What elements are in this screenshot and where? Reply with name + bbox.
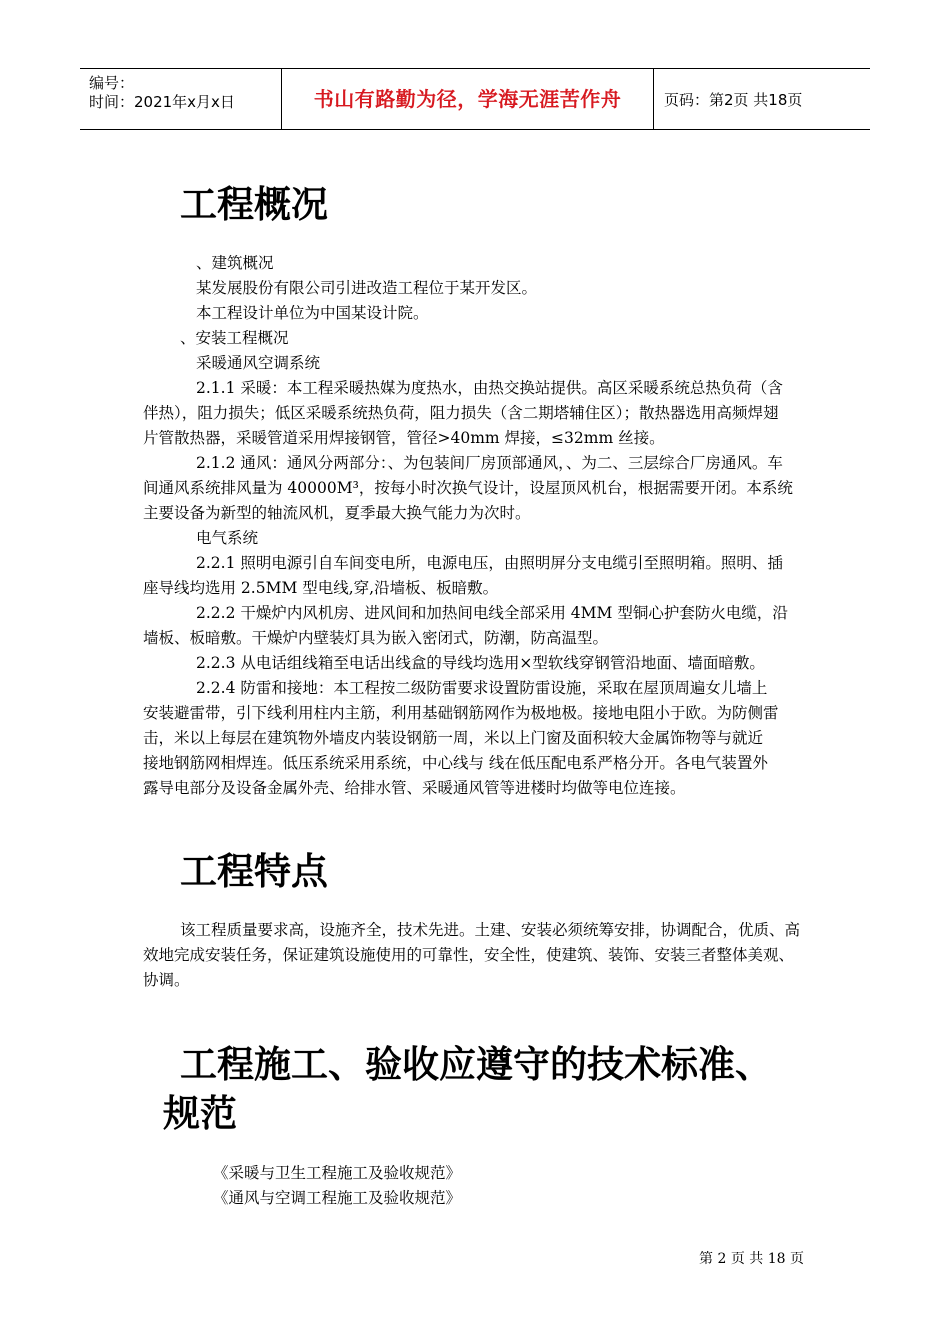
paragraph-line: 2.2.1 照明电源引自车间变电所，电源电压，由照明屏分支电缆引至照明箱。照明、插 xyxy=(196,554,783,572)
standards-title-line2: 规范 xyxy=(163,1092,237,1135)
header-motto: 书山有路勤为径，学海无涯苦作舟 xyxy=(313,87,622,111)
paragraph-line: 墙板、板暗敷。干燥炉内壁装灯具为嵌入密闭式，防潮，防高温型。 xyxy=(143,629,609,647)
paragraph-line: 电气系统 xyxy=(196,529,259,547)
doc-time-label: 时间：2021年x月x日 xyxy=(89,93,235,111)
standard-item: 《通风与空调工程施工及验收规范》 xyxy=(213,1189,462,1207)
paragraph-line: 、安装工程概况 xyxy=(180,329,289,347)
standards-title-line1: 工程施工、验收应遵守的技术标准、 xyxy=(180,1043,772,1086)
header-table xyxy=(80,68,870,130)
paragraph-line: 伴热），阻力损失；低区采暖系统热负荷，阻力损失（含二期塔辅住区）；散热器选用高频焊翅 xyxy=(143,404,779,422)
paragraph-line: 本工程设计单位为中国某设计院。 xyxy=(196,304,429,322)
paragraph-line: 座导线均选用 2.5MM 型电线,穿,沿墙板、板暗敷。 xyxy=(143,579,499,597)
paragraph-line: 2.2.4 防雷和接地：本工程按二级防雷要求设置防雷设施，采取在屋顶周遍女儿墙上 xyxy=(196,679,768,697)
paragraph-line: 2.2.2 干燥炉内风机房、进风间和加热间电线全部采用 4MM 型铜心护套防火电缆，沿 xyxy=(196,604,788,622)
paragraph-line: 2.1.2 通风：通风分两部分：、为包装间厂房顶部通风，、为二、三层综合厂房通风。车 xyxy=(196,454,783,472)
standard-item: 《采暖与卫生工程施工及验收规范》 xyxy=(213,1164,462,1182)
paragraph-line: 、建筑概况 xyxy=(196,254,274,272)
paragraph-line: 2.1.1 采暖：本工程采暖热媒为度热水，由热交换站提供。高区采暖系统总热负荷（含 xyxy=(196,379,783,397)
header-right-cell xyxy=(654,69,870,129)
paragraph-line: 采暖通风空调系统 xyxy=(196,354,321,372)
paragraph-line: 主要设备为新型的轴流风机，夏季最大换气能力为次时。 xyxy=(143,504,531,522)
paragraph-line: 安装避雷带，引下线利用柱内主筋，利用基础钢筋网作为极地极。接地电阻小于欧。为防侧雷 xyxy=(143,704,779,722)
paragraph-line: 协调。 xyxy=(143,971,190,989)
paragraph-line: 片管散热器，采暖管道采用焊接钢管，管径>40mm 焊接，≤32mm 丝接。 xyxy=(143,429,665,447)
header-motto-cell xyxy=(282,69,654,129)
paragraph-line: 露导电部分及设备金属外壳、给排水管、采暖通风管等进楼时均做等电位连接。 xyxy=(143,779,686,797)
paragraph-line: 接地钢筋网相焊连。低压系统采用系统，中心线与 线在低压配电系严格分开。各电气装置外 xyxy=(143,754,768,772)
paragraph-line: 某发展股份有限公司引进改造工程位于某开发区。 xyxy=(196,279,538,297)
paragraph-line: 2.2.3 从电话组线箱至电话出线盒的导线均选用×型软线穿钢管沿地面、墙面暗敷。 xyxy=(196,654,765,672)
features-title: 工程特点 xyxy=(180,850,328,893)
overview-title: 工程概况 xyxy=(180,183,328,226)
paragraph-line: 该工程质量要求高，设施齐全，技术先进。土建、安装必须统筹安排，协调配合，优质、高 xyxy=(180,921,801,939)
paragraph-line: 间通风系统排风量为 40000M³，按每小时次换气设计，设屋顶风机台，根据需要开闭。本系统 xyxy=(143,479,793,497)
header-page-info: 页码：第2页 共18页 xyxy=(664,91,803,109)
header-left-cell xyxy=(80,69,282,129)
footer-page-number: 第 2 页 共 18 页 xyxy=(699,1251,804,1267)
paragraph-line: 击，米以上每层在建筑物外墙皮内装设钢筋一周，米以上门窗及面积较大金属饰物等与就近 xyxy=(143,729,764,747)
doc-id-label: 编号： xyxy=(89,74,135,92)
paragraph-line: 效地完成安装任务，保证建筑设施使用的可靠性，安全性，使建筑、装饰、安装三者整体美观、 xyxy=(143,946,795,964)
